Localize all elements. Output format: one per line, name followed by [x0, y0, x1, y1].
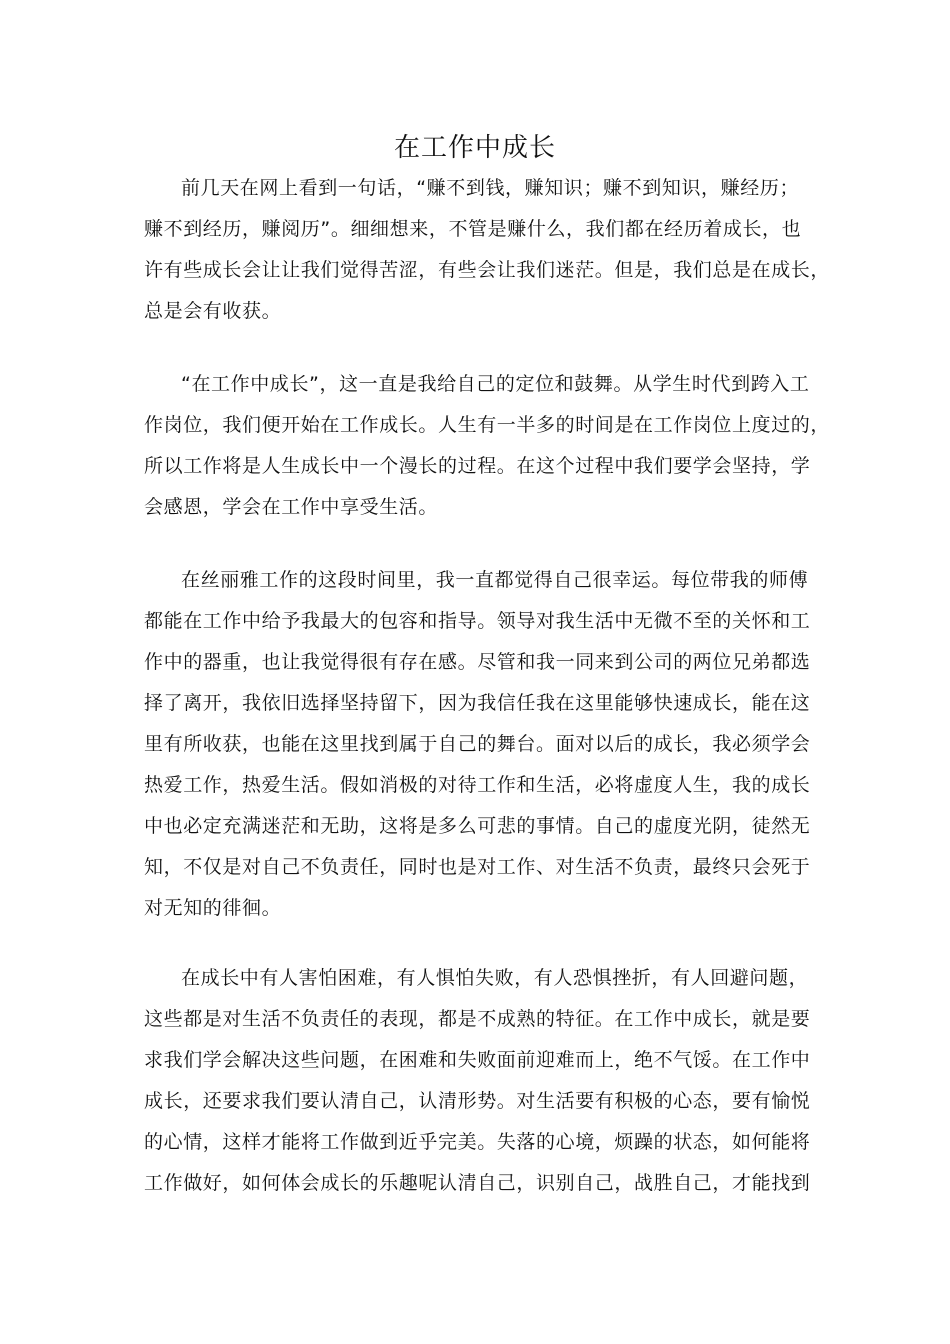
- paragraph-line: 这些都是对生活不负责任的表现，都是不成熟的特征。在工作中成长，就是要: [144, 1008, 811, 1030]
- paragraph-line: 择了离开，我依旧选择坚持留下，因为我信任我在这里能够快速成长，能在这: [144, 692, 811, 714]
- paragraph-line: 中也必定充满迷茫和无助，这将是多么可悲的事情。自己的虚度光阴，徒然无: [144, 815, 811, 837]
- paragraph-1: [144, 168, 831, 332]
- paragraph-line: 热爱工作，热爱生活。假如消极的对待工作和生活，必将虚度人生，我的成长: [144, 774, 811, 796]
- paragraph-line: 知，不仅是对自己不负责任，同时也是对工作、对生活不负责，最终只会死于: [144, 856, 811, 878]
- document-title: 在工作中成长: [393, 133, 556, 163]
- paragraph-3: [144, 560, 824, 929]
- paragraph-line: 求我们学会解决这些问题，在困难和失败面前迎难而上，绝不气馁。在工作中: [144, 1049, 811, 1071]
- paragraph-line: 工作做好，如何体会成长的乐趣呢认清自己，识别自己，战胜自己，才能找到: [144, 1172, 811, 1194]
- paragraph-line: 作中的器重，也让我觉得很有存在感。尽管和我一同来到公司的两位兄弟都选: [144, 651, 811, 673]
- paragraph-line: 的心情，这样才能将工作做到近乎完美。失落的心境，烦躁的状态，如何能将: [144, 1131, 811, 1153]
- paragraph-line: 许有些成长会让让我们觉得苦涩，有些会让我们迷茫。但是，我们总是在成长，: [144, 259, 831, 281]
- paragraph-line: 都能在工作中给予我最大的包容和指导。领导对我生活中无微不至的关怀和工: [144, 610, 811, 632]
- paragraph-line: 总是会有收获。: [144, 300, 282, 322]
- paragraph-line: “在工作中成长”，这一直是我给自己的定位和鼓舞。从学生时代到跨入工: [181, 373, 810, 395]
- paragraph-line: 里有所收获，也能在这里找到属于自己的舞台。面对以后的成长，我必须学会: [144, 733, 811, 755]
- paragraph-line: 对无知的徘徊。: [144, 897, 282, 919]
- paragraph-4: [144, 958, 824, 1204]
- paragraph-line: 作岗位，我们便开始在工作成长。人生有一半多的时间是在工作岗位上度过的，: [144, 414, 831, 436]
- paragraph-line: 前几天在网上看到一句话，“赚不到钱，赚知识；赚不到知识，赚经历；: [181, 177, 800, 199]
- paragraph-line: 赚不到经历，赚阅历”。细细想来，不管是赚什么，我们都在经历着成长，也: [144, 218, 802, 240]
- paragraph-2: [144, 364, 831, 528]
- paragraph-line: 在丝丽雅工作的这段时间里，我一直都觉得自己很幸运。每位带我的师傅: [181, 569, 809, 591]
- paragraph-line: 在成长中有人害怕困难，有人惧怕失败，有人恐惧挫折，有人回避问题，: [181, 967, 809, 989]
- paragraph-line: 会感恩，学会在工作中享受生活。: [144, 496, 439, 518]
- paragraph-line: 成长，还要求我们要认清自己，认清形势。对生活要有积极的心态，要有愉悦: [144, 1090, 811, 1112]
- paragraph-line: 所以工作将是人生成长中一个漫长的过程。在这个过程中我们要学会坚持，学: [144, 455, 811, 477]
